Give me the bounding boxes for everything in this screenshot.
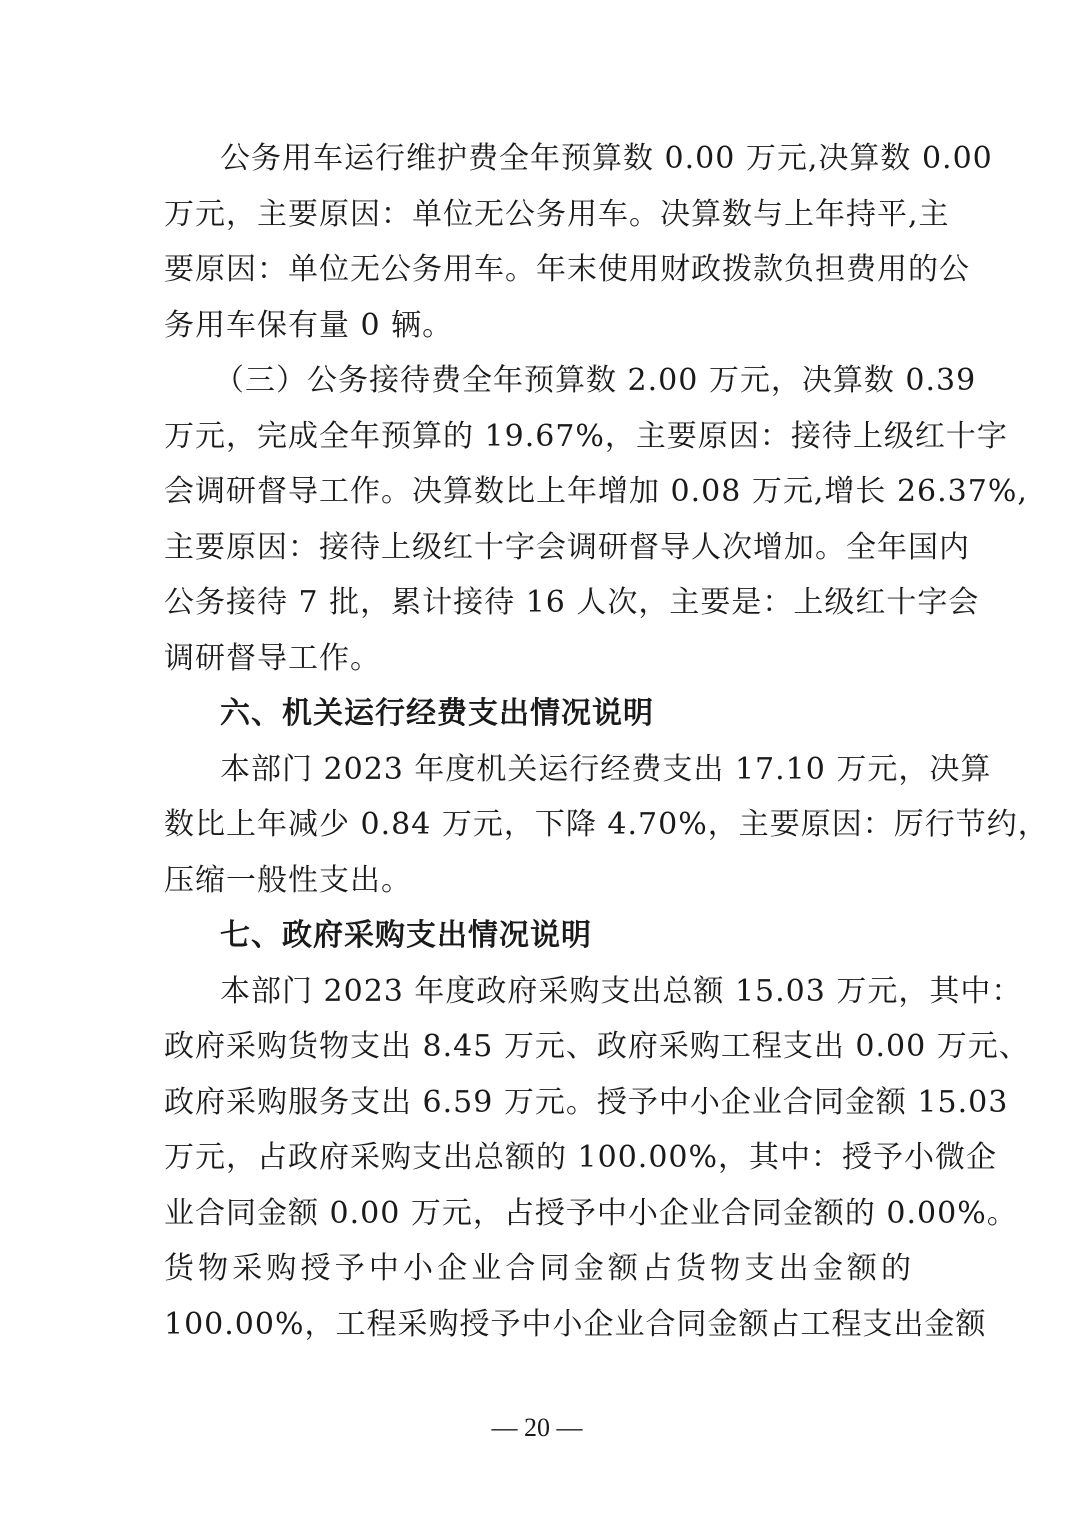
page-number: — 20 —: [491, 1413, 583, 1442]
text-line: 政府采购货物支出 8.45 万元、政府采购工程支出 0.00 万元、: [164, 1029, 1030, 1064]
text-line: 数比上年减少 0.84 万元，下降 4.70%，主要原因：厉行节约，: [164, 807, 1049, 842]
text-line: 万元，完成全年预算的 19.67%，主要原因：接待上级红十字: [164, 418, 1008, 454]
text-line: 务用车保有量 0 辆。: [164, 307, 454, 343]
text-line: 政府采购服务支出 6.59 万元。授予中小企业合同金额 15.03: [164, 1084, 1009, 1120]
page-body: [164, 136, 1049, 1357]
text-line: 调研督导工作。: [164, 640, 381, 676]
section-heading: 七、政府采购支出情况说明: [220, 918, 592, 953]
text-line: 业合同金额 0.00 万元，占授予中小企业合同金额的 0.00%。: [164, 1195, 1018, 1231]
text-line: 万元，主要原因：单位无公务用车。决算数与上年持平,主: [164, 196, 950, 232]
text-line: 100.00%，工程采购授予中小企业合同金额占工程支出金额: [164, 1306, 987, 1342]
text-line: 货物采购授予中小企业合同金额占货物支出金额的: [164, 1251, 912, 1286]
text-line: 万元，占政府采购支出总额的 100.00%，其中：授予小微企: [164, 1140, 998, 1175]
text-line: 公务用车运行维护费全年预算数 0.00 万元,决算数 0.00: [220, 141, 993, 176]
text-line: 公务接待 7 批，累计接待 16 人次，主要是：上级红十字会: [164, 585, 980, 620]
text-line: 本部门 2023 年度机关运行经费支出 17.10 万元，决算: [220, 751, 992, 787]
text-line: 要原因：单位无公务用车。年末使用财政拨款负担费用的公: [164, 252, 970, 287]
text-line: 本部门 2023 年度政府采购支出总额 15.03 万元，其中：: [220, 973, 1023, 1009]
text-line: （三）公务接待费全年预算数 2.00 万元，决算数 0.39: [214, 363, 977, 398]
section-heading: 六、机关运行经费支出情况说明: [220, 696, 654, 731]
text-line: 压缩一般性支出。: [164, 862, 412, 898]
text-line: 主要原因：接待上级红十字会调研督导人次增加。全年国内: [164, 529, 970, 565]
text-line: 会调研督导工作。决算数比上年增加 0.08 万元,增长 26.37%,: [164, 474, 1028, 509]
